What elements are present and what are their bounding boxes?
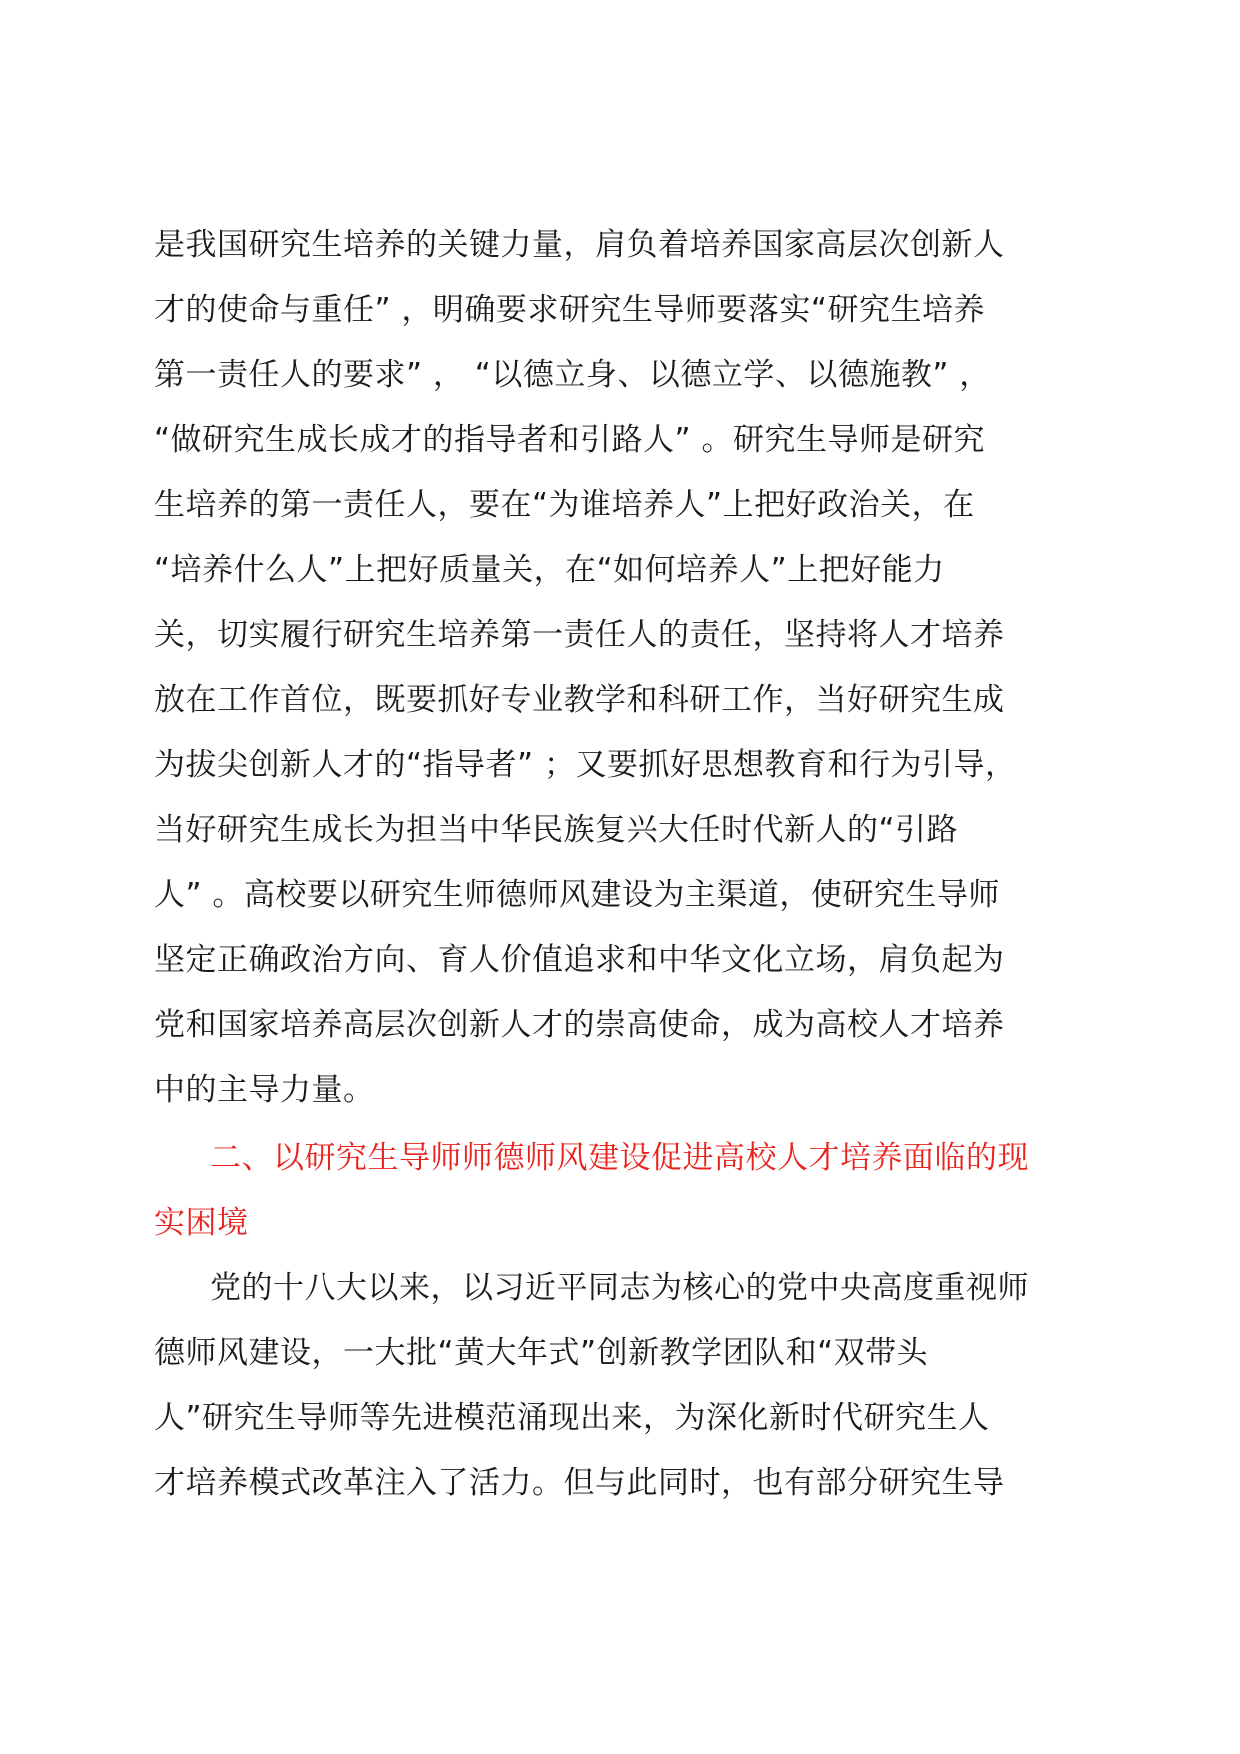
text-line: 为拔尖创新人才的“指导者” ；又要抓好思想教育和行为引导， <box>154 747 1017 783</box>
text-line: 第一责任人的要求” ， “以德立身、以德立学、以德施教” ， <box>154 357 991 393</box>
text-line: 生培养的第一责任人，要在“为谁培养人”上把好政治关，在 <box>154 487 975 523</box>
text-line: 放在工作首位，既要抓好专业教学和科研工作，当好研究生成 <box>154 682 1005 718</box>
text-line: 德师风建设，一大批“黄大年式”创新教学团队和“双带头 <box>154 1335 929 1371</box>
text-line: 坚定正确政治方向、育人价值追求和中华文化立场，肩负起为 <box>154 942 1005 978</box>
text-line: 中的主导力量。 <box>154 1072 375 1108</box>
text-line: “培养什么人”上把好质量关，在“如何培养人”上把好能力 <box>154 552 945 588</box>
text-line: 当好研究生成长为担当中华民族复兴大任时代新人的“引路 <box>154 812 959 848</box>
heading-line: 二、以研究生导师师德师风建设促进高校人才培养面临的现 <box>210 1140 1029 1176</box>
text-line: 是我国研究生培养的关键力量，肩负着培养国家高层次创新人 <box>154 227 1005 263</box>
body-paragraph-2 <box>154 1256 1094 1516</box>
heading-line: 实困境 <box>154 1205 249 1241</box>
body-paragraph-1 <box>154 213 1094 1123</box>
section-heading <box>154 1126 1094 1256</box>
text-line: 党和国家培养高层次创新人才的崇高使命，成为高校人才培养 <box>154 1007 1005 1043</box>
text-line: 党的十八大以来，以习近平同志为核心的党中央高度重视师 <box>210 1270 1029 1306</box>
text-line: 才培养模式改革注入了活力。但与此同时，也有部分研究生导 <box>154 1465 1005 1501</box>
text-line: “做研究生成长成才的指导者和引路人” 。研究生导师是研究 <box>154 422 985 458</box>
text-line: 人” 。高校要以研究生师德师风建设为主渠道，使研究生导师 <box>154 877 1000 913</box>
text-line: 人”研究生导师等先进模范涌现出来，为深化新时代研究生人 <box>154 1400 990 1436</box>
text-line: 才的使命与重任” ，明确要求研究生导师要落实“研究生培养 <box>154 292 985 328</box>
text-line: 关，切实履行研究生培养第一责任人的责任，坚持将人才培养 <box>154 617 1005 653</box>
